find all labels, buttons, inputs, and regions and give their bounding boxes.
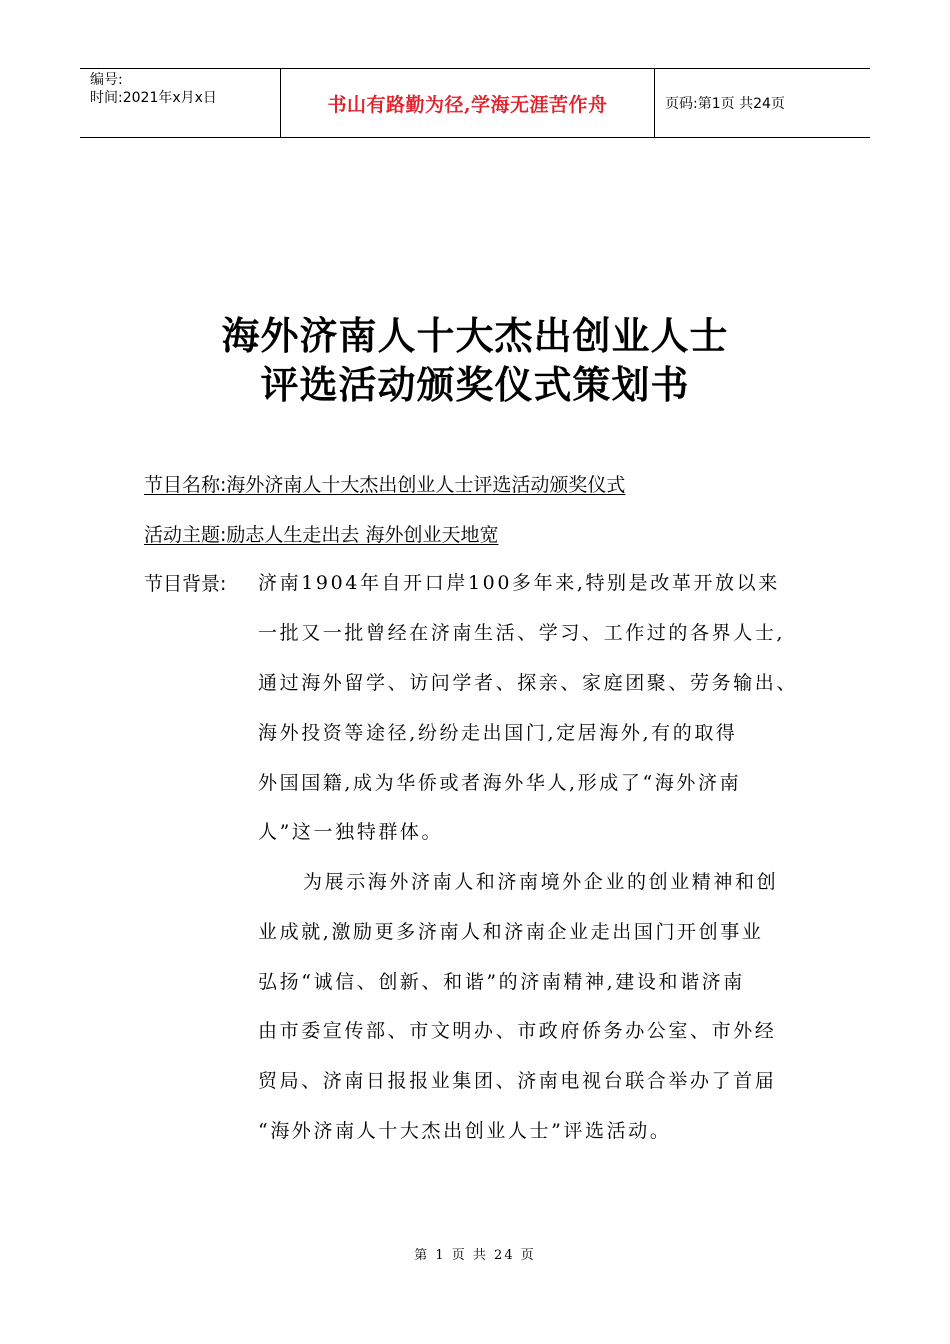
activity-theme-label: 活动主题: <box>144 524 227 546</box>
document-title-line-1: 海外济南人十大杰出创业人士 <box>221 314 729 358</box>
background-line: 海外投资等途径,纷纷走出国门,定居海外,有的取得 <box>258 722 738 744</box>
header-page-cell <box>655 69 870 137</box>
background-line: “海外济南人十大杰出创业人士”评选活动。 <box>258 1120 672 1142</box>
page-footer: 第 1 页 共 24 页 <box>414 1248 536 1263</box>
header-table <box>80 68 870 138</box>
background-label: 节目背景: <box>144 573 227 595</box>
background-line: 为展示海外济南人和济南境外企业的创业精神和创 <box>303 871 779 893</box>
page-info: 页码:第1页 共24页 <box>665 96 785 112</box>
background-line: 人”这一独特群体。 <box>258 821 444 843</box>
activity-theme-value: 励志人生走出去 海外创业天地宽 <box>226 524 499 546</box>
program-name-value: 海外济南人十大杰出创业人士评选活动颁奖仪式 <box>226 474 626 496</box>
program-name-field <box>144 470 625 497</box>
background-line: 由市委宣传部、市文明办、市政府侨务办公室、市外经 <box>258 1020 777 1042</box>
header-motto-cell <box>281 69 655 137</box>
document-title-line-2: 评选活动颁奖仪式策划书 <box>260 363 690 407</box>
header-left-cell <box>80 69 281 137</box>
activity-theme-field <box>144 520 498 547</box>
number-label: 编号: <box>90 72 123 88</box>
background-line: 通过海外留学、访问学者、探亲、家庭团聚、劳务输出、 <box>258 672 799 694</box>
motto-text: 书山有路勤为径,学海无涯苦作舟 <box>327 93 608 116</box>
background-line: 济南1904年自开口岸100多年来,特别是改革开放以来 <box>258 572 780 594</box>
background-line: 贸局、济南日报报业集团、济南电视台联合举办了首届 <box>258 1070 777 1092</box>
time-label: 时间:2021年x月x日 <box>90 90 217 106</box>
background-line: 外国国籍,成为华侨或者海外华人,形成了“海外济南 <box>258 772 742 794</box>
background-line: 业成就,激励更多济南人和济南企业走出国门开创事业 <box>258 921 764 943</box>
program-name-label: 节目名称: <box>144 474 227 496</box>
background-line: 弘扬“诚信、创新、和谐”的济南精神,建设和谐济南 <box>258 971 745 993</box>
background-line: 一批又一批曾经在济南生活、学习、工作过的各界人士, <box>258 622 786 644</box>
